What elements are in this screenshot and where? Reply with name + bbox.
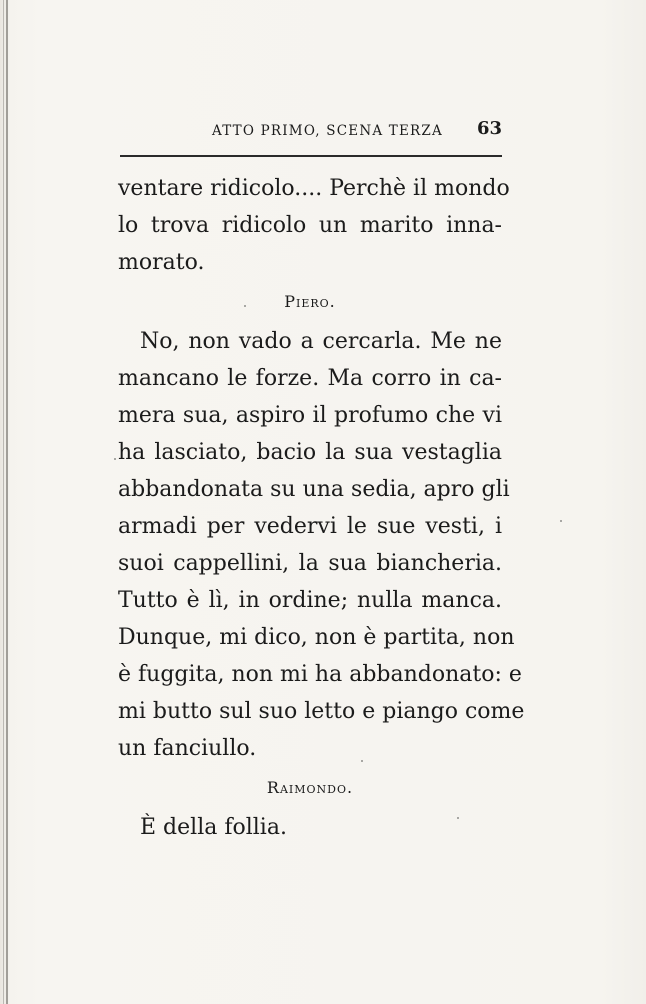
text-line: mi butto sul suo letto e piango come	[118, 699, 525, 724]
text-line: ventare ridicolo.... Perchè il mondo	[118, 176, 510, 201]
text-line: lo trova ridicolo un marito inna-	[118, 213, 502, 238]
paper-speck	[560, 520, 562, 522]
text-line: abbandonata su una sedia, apro gli	[118, 477, 510, 502]
text-line: mancano le forze. Ma corro in ca-	[118, 366, 502, 391]
page-number: 63	[476, 118, 502, 139]
paper-speck	[114, 458, 116, 460]
text-line: morato.	[118, 250, 205, 275]
header-rule	[120, 155, 502, 157]
paper-speck	[457, 817, 459, 819]
paper-speck	[361, 760, 363, 762]
speaker-name: Raimondo.	[266, 778, 354, 797]
text-line: è fuggita, non mi ha abbandonato: e	[118, 662, 522, 687]
text-line: È della follia.	[140, 815, 287, 840]
text-line: suoi cappellini, la sua biancheria.	[118, 551, 502, 576]
text-line: mera sua, aspiro il profumo che vi	[118, 403, 502, 428]
dialogue-text	[118, 170, 525, 846]
text-line: No, non vado a cercarla. Me ne	[140, 329, 502, 354]
page-binding-shadow	[3, 0, 4, 1004]
text-line: Dunque, mi dico, non è partita, non	[118, 625, 515, 650]
text-line: ha lasciato, bacio la sua vestaglia	[118, 440, 502, 465]
text-line: armadi per vedervi le sue vesti, i	[118, 514, 502, 539]
text-line: Tutto è lì, in ordine; nulla manca.	[118, 588, 502, 613]
paper-speck	[244, 305, 246, 307]
page-header	[120, 118, 502, 158]
running-head: ATTO PRIMO, SCENA TERZA	[212, 123, 443, 139]
speaker-name: Piero.	[284, 292, 336, 311]
page-binding-edge	[6, 0, 8, 1004]
text-line: un fanciullo.	[118, 736, 257, 761]
